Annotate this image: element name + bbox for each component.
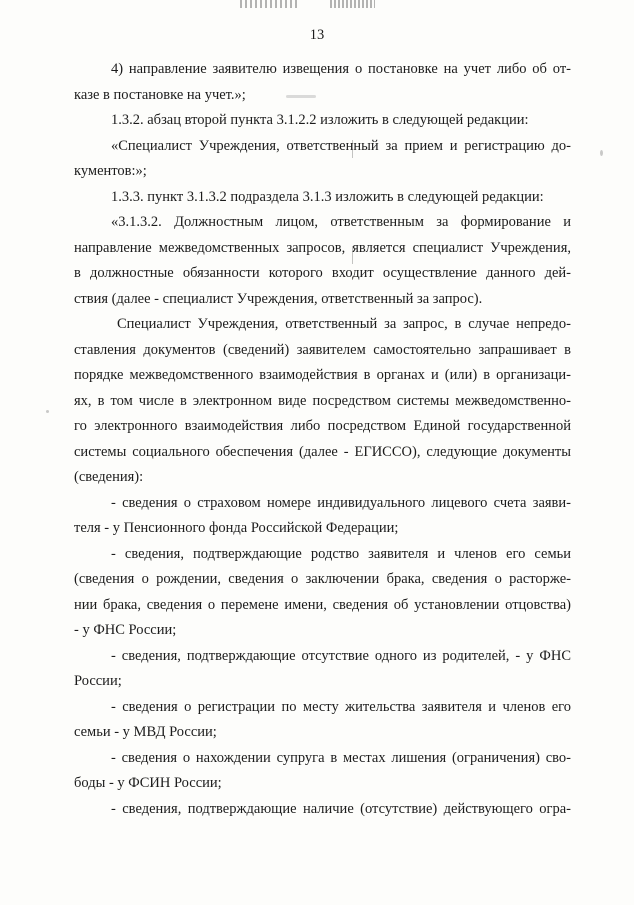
text-line: боды - у ФСИН России;	[74, 775, 222, 791]
scan-artifact-top	[240, 0, 300, 8]
scan-speck	[46, 410, 49, 413]
text-line: казе в постановке на учет.»;	[74, 86, 246, 103]
document-body	[74, 57, 571, 822]
text-line: ях, в том числе в электронном виде посредством системы межведомственно-	[74, 392, 571, 409]
text-line: (сведения):	[74, 469, 144, 485]
text-line: в должностные обязанности которого входит осуществление данного дей-	[74, 265, 571, 281]
text-line: - сведения, подтверждающие родство заявителя и членов его семьи	[111, 545, 571, 562]
text-line: «Специалист Учреждения, ответственный за прием и регистрацию до-	[111, 137, 571, 154]
scan-artifact-top	[330, 0, 375, 8]
page-number: 13	[309, 27, 325, 43]
text-line: - сведения, подтверждающие отсутствие одного из родителей, - у ФНС	[111, 647, 571, 664]
text-line: «3.1.3.2. Должностным лицом, ответственным за формирование и	[111, 214, 571, 230]
text-line: Специалист Учреждения, ответственный за запрос, в случае непредо-	[117, 316, 571, 332]
text-line: го электронного взаимодействия либо посредством Единой государственной	[74, 418, 571, 434]
text-line: - сведения, подтверждающие наличие (отсутствие) действующего огра-	[111, 800, 571, 817]
text-line: ставления документов (сведений) заявителем самостоятельно запрашивает в	[74, 341, 571, 358]
text-line: семьи - у МВД России;	[74, 724, 217, 740]
text-line: - сведения о нахождении супруга в местах лишения (ограничения) сво-	[111, 749, 571, 766]
text-line: России;	[74, 673, 122, 689]
text-line: - у ФНС России;	[74, 622, 177, 638]
text-line: порядке межведомственного взаимодействия в органах и (или) в организаци-	[74, 367, 571, 383]
text-line: 4) направление заявителю извещения о постановке на учет либо об от-	[111, 61, 571, 77]
text-line: - сведения о регистрации по месту жительства заявителя и членов его	[111, 698, 571, 715]
text-line: системы социального обеспечения (далее - ЕГИССО), следующие документы	[74, 443, 571, 460]
text-line: (сведения о рождении, сведения о заключении брака, сведения о расторже-	[74, 571, 571, 587]
text-line: - сведения о страховом номере индивидуального лицевого счета заяви-	[111, 494, 571, 511]
scan-speck	[600, 150, 603, 156]
text-line: теля - у Пенсионного фонда Российской Федерации;	[74, 520, 399, 536]
text-line: ствия (далее - специалист Учреждения, ответственный за запрос).	[74, 290, 483, 307]
text-line: нии брака, сведения о перемене имени, сведения об установлении отцовства)	[74, 596, 571, 613]
text-line: 1.3.3. пункт 3.1.3.2 подраздела 3.1.3 изложить в следующей редакции:	[111, 188, 544, 205]
text-line: направление межведомственных запросов, является специалист Учреждения,	[74, 239, 571, 256]
text-line: кументов:»;	[74, 163, 147, 179]
text-line: 1.3.2. абзац второй пункта 3.1.2.2 изложить в следующей редакции:	[111, 112, 529, 128]
